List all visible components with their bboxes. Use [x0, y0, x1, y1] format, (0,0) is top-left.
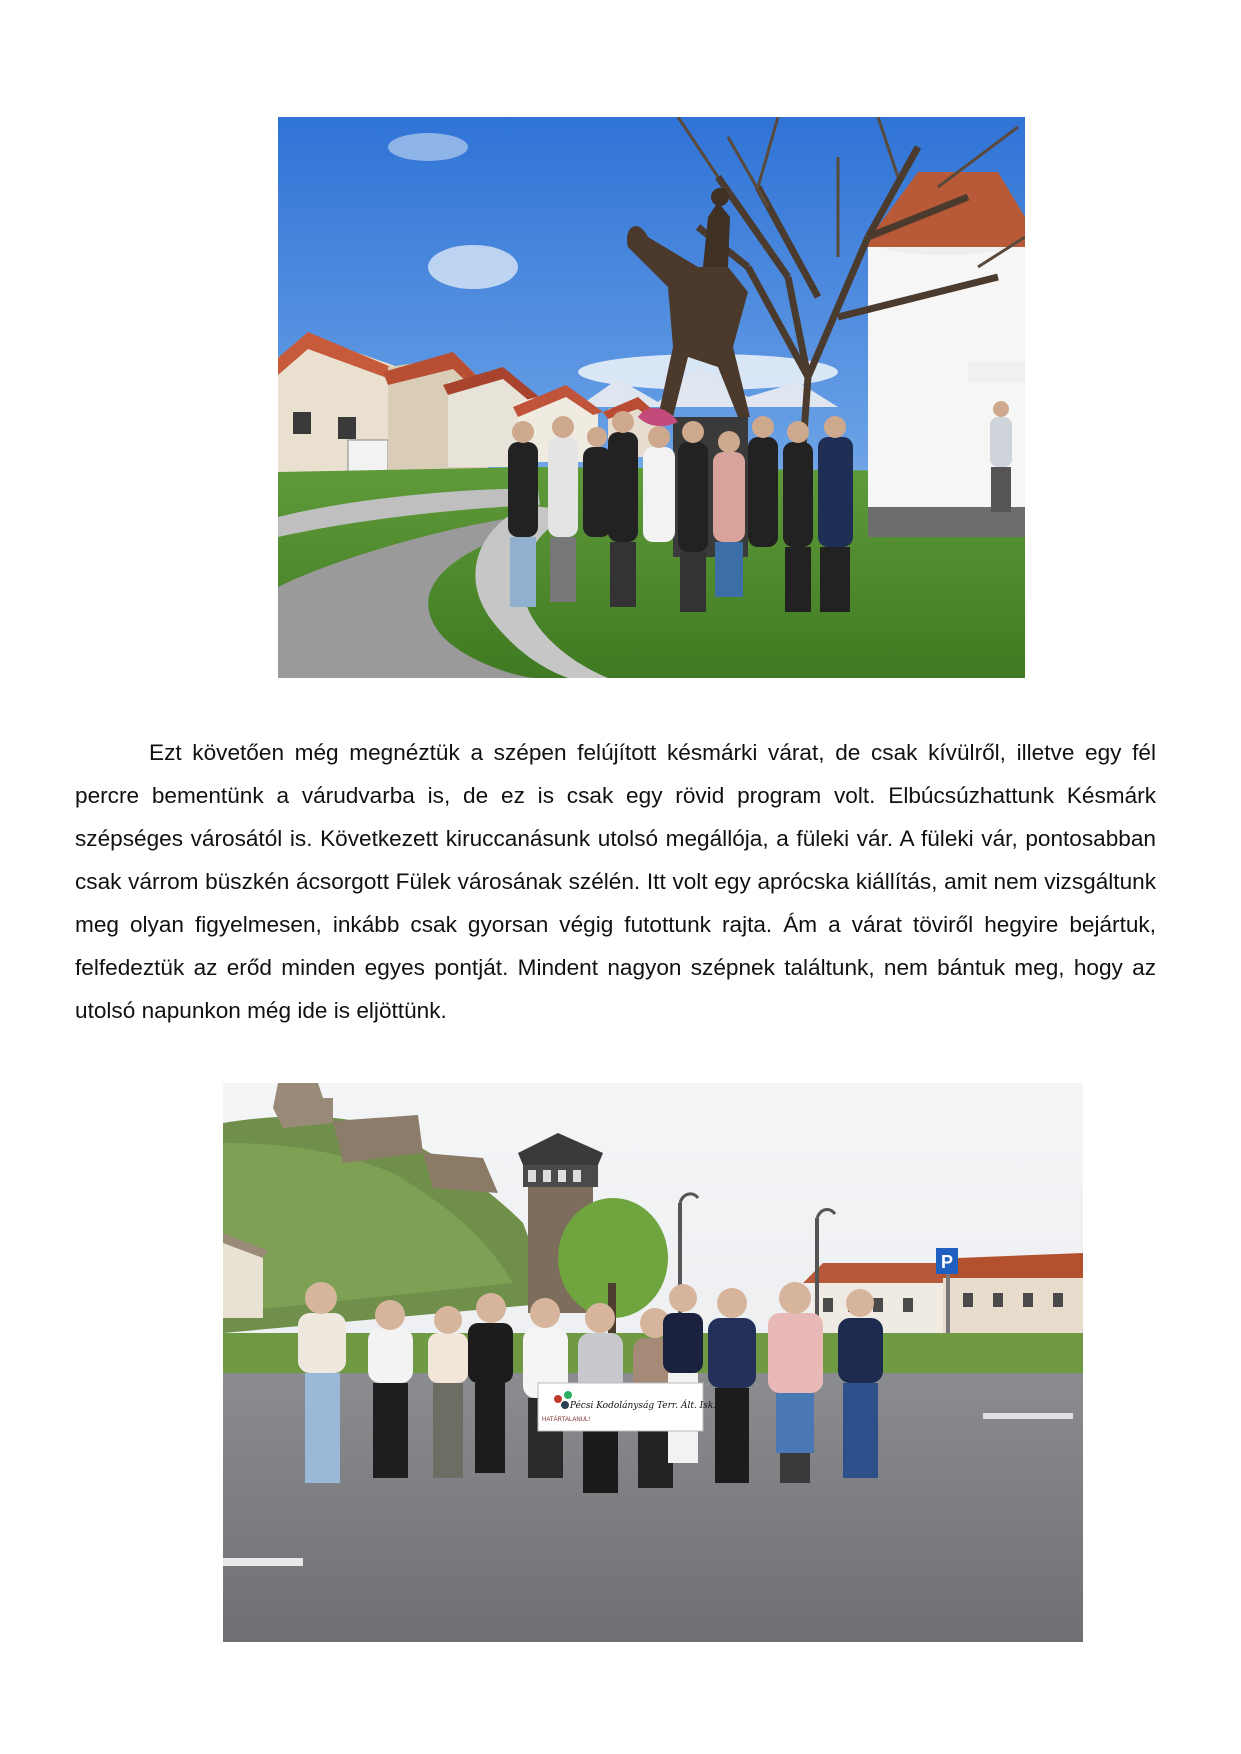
parking-sign-letter: P	[940, 1252, 954, 1272]
banner-logo-text: HATÁRTALANUL!	[541, 1417, 591, 1423]
group-photo-castle	[223, 1083, 1083, 1642]
statue-photo-icon	[278, 117, 1025, 678]
body-paragraph	[75, 731, 1156, 1032]
group-photo-statue	[278, 117, 1025, 678]
paragraph-text: Ezt követően még megnéztük a szépen felújított késmárki várat, de csak kívülről, illetve egy fél percre bementünk a várudvarba is, de ez is csak egy rövid program volt. Elbúcsúzhattunk Késmárk szépséges városától is. Következett kiruccanásunk utolsó megállója, a füleki vár. A füleki vár, pontosabban csak várrom büszkén ácsorgott Fülek városának szélén. Itt volt egy aprócska kiállítás, amit nem vizsgáltunk meg olyan figyelmesen, inkább csak gyorsan végig futottunk rajta. Ám a várat töviről hegyire bejártuk, felfedeztük az erőd minden egyes pontját. Mindent nagyon szépnek találtunk, nem bántuk meg, hogy az utolsó napunkon még ide is eljöttünk.	[75, 740, 1156, 1023]
castle-photo-icon	[223, 1083, 1083, 1642]
banner-handwritten-text: Pécsi Kodolányság Terr. Ált. Isk.	[569, 1401, 717, 1411]
